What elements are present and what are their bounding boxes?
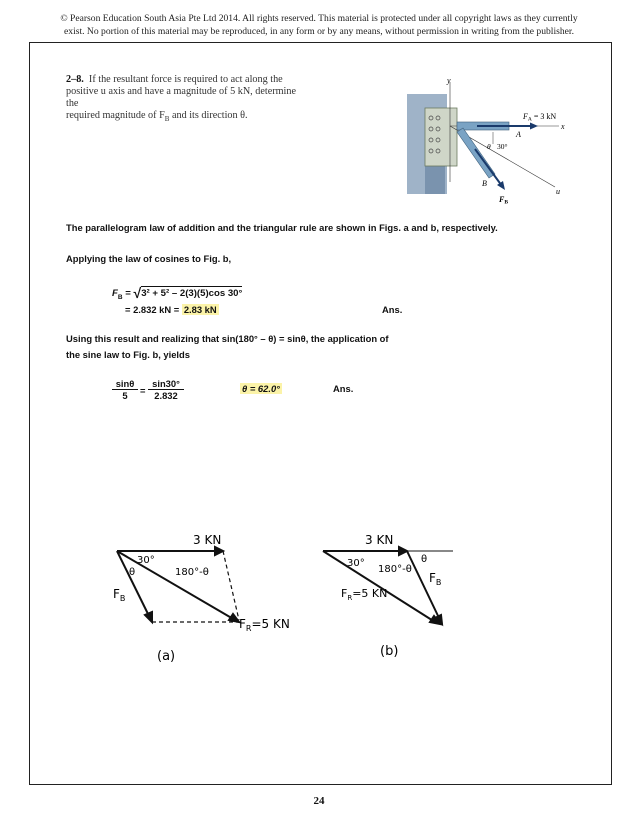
problem-line-3-sub: B	[164, 115, 170, 124]
sine-law-line-2: the sine law to Fig. b, yields	[66, 349, 190, 360]
problem-line-1: If the resultant force is required to act along the	[88, 74, 283, 85]
bracket-figure	[395, 74, 590, 209]
sine-law-line-1: Using this result and realizing that sin(180° – θ) = sinθ, the application of	[66, 333, 389, 344]
answer-label-1: Ans.	[382, 304, 403, 315]
sketch-a-3kn: 3 KN	[193, 533, 222, 547]
sketch-a-theta: θ	[129, 567, 136, 578]
fb-result-prefix: = 2.832 kN =	[125, 304, 182, 315]
fb-equation	[112, 285, 242, 301]
fraction-1-numerator: sinθ	[112, 378, 138, 390]
fraction-1-denominator: 5	[122, 390, 128, 401]
sketch-a-fb: $F_B$	[113, 587, 126, 603]
label-fa: FA = 3 kN	[523, 112, 557, 123]
label-y: y	[447, 76, 451, 85]
problem-line-3: required magnitude of F	[66, 110, 165, 121]
fraction-2-numerator: sin30°	[148, 378, 184, 390]
page-number: 24	[313, 795, 325, 807]
sqrt-icon: √	[133, 285, 142, 301]
problem-number: 2–8.	[66, 74, 84, 85]
cosine-law-heading: Applying the law of cosines to Fig. b,	[66, 253, 232, 264]
fb-result	[125, 304, 219, 315]
label-fb: FB	[499, 195, 509, 206]
label-x: x	[561, 122, 565, 131]
problem-line-3-end: and its direction θ.	[169, 110, 248, 121]
label-30deg: 30°	[497, 142, 508, 151]
fb-symbol: F	[112, 288, 118, 299]
sketch-b-fb: $F_B$	[429, 571, 442, 587]
label-theta: θ	[487, 142, 491, 151]
sketch-a	[117, 547, 239, 622]
problem-line-2: positive u axis and have a magnitude of 5 kN, determine the	[66, 86, 297, 109]
sketch-a-180: 180°-θ	[175, 567, 209, 578]
sketches	[95, 520, 465, 670]
answer-label-2: Ans.	[333, 383, 354, 394]
sketch-b	[323, 547, 453, 624]
sketch-a-30deg: 30°	[137, 555, 155, 566]
label-a: A	[516, 130, 521, 139]
force-fa-arrowhead	[530, 123, 538, 130]
fb-equals: =	[122, 288, 134, 299]
sine-fraction-2	[148, 378, 184, 401]
sketch-b-fr: $F_R=5$ KN	[341, 587, 388, 602]
sketch-b-caption: (b)	[380, 644, 399, 659]
sketch-b-theta: θ	[421, 554, 428, 565]
copyright-notice	[0, 12, 638, 38]
sqrt-expression: 3² + 5² – 2(3)(5)cos 30°	[141, 288, 243, 299]
sketch-a-caption: (a)	[157, 649, 176, 664]
fb-result-highlight: 2.83 kN	[183, 304, 217, 315]
sketch-b-180: 180°-θ	[378, 564, 412, 575]
solution-intro: The parallelogram law of addition and the triangular rule are shown in Figs. a and b, respectively.	[66, 222, 498, 233]
sketch-a-fr: $F_R=5$ KN	[239, 617, 290, 633]
sketch-b-30deg: 30°	[347, 558, 365, 569]
label-u: u	[556, 187, 560, 196]
copyright-line-1: © Pearson Education South Asia Pte Ltd 2014. All rights reserved. This material is protected under all copyright laws as they currently	[60, 13, 578, 24]
fraction-equals: =	[140, 385, 146, 396]
label-b: B	[482, 179, 487, 188]
problem-statement	[66, 74, 306, 125]
fraction-2-denominator: 2.832	[154, 390, 178, 401]
sketch-b-3kn: 3 KN	[365, 533, 394, 547]
fb-symbol-sub: B	[117, 293, 123, 301]
theta-result: θ = 62.0°	[242, 383, 280, 394]
copyright-line-2: exist. No portion of this material may be reproduced, in any form or by any means, without permission in writing from the publisher.	[64, 26, 574, 37]
force-fb-arrow	[475, 149, 502, 186]
member-b	[457, 128, 495, 178]
sine-fraction-1	[112, 378, 138, 401]
